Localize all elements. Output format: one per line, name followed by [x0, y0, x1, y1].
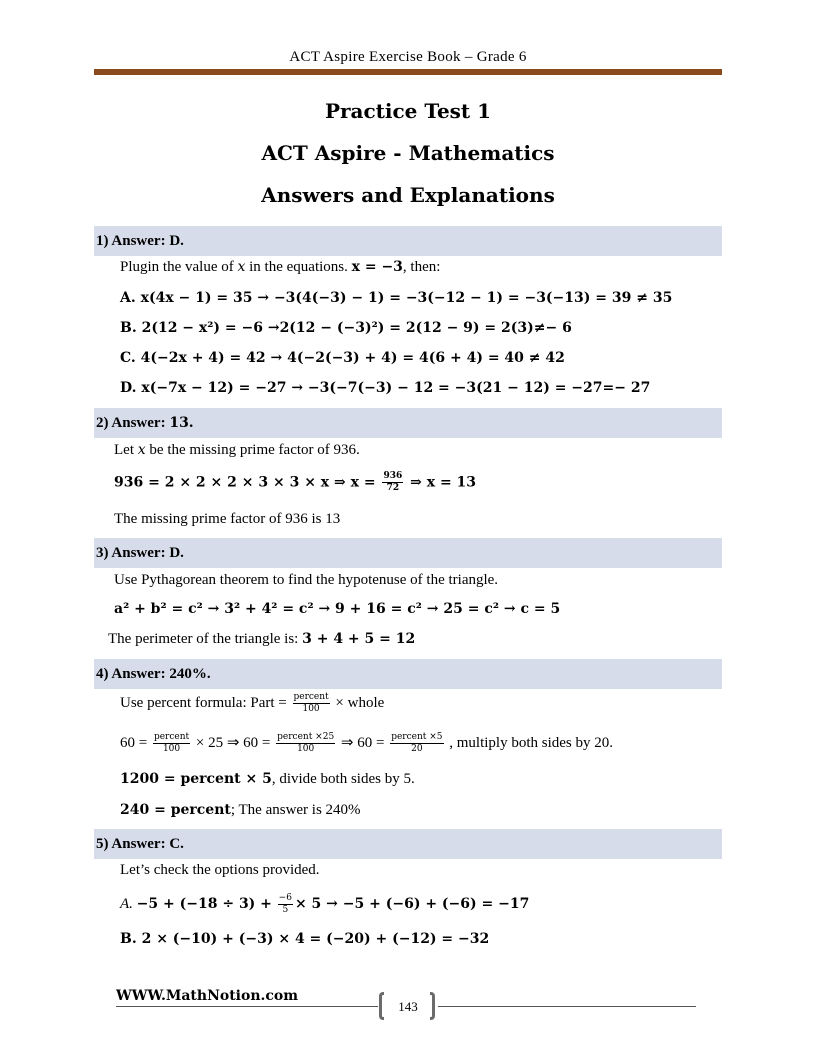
header-rule [94, 69, 722, 75]
right-bracket-icon [430, 992, 435, 1020]
q2-frac-num: 936 [383, 471, 403, 481]
q4-l3-a: 1200 = percent × 5 [120, 771, 272, 787]
q4-l4-a: 240 = percent [120, 802, 231, 818]
left-bracket-icon [379, 992, 384, 1020]
q1-intro-c: , then: [402, 259, 441, 275]
q4-l1-den: 100 [302, 704, 320, 714]
q1-intro-b: in the equations. [245, 259, 352, 275]
q3-perimeter [108, 629, 415, 649]
q5-a-fraction [278, 893, 293, 916]
q1-intro-a: Plugin the value of [120, 259, 238, 275]
q4-l2-f2-den: 100 [297, 744, 315, 754]
q2-conclusion: The missing prime factor of 936 is 13 [114, 511, 341, 527]
q2-intro-var: x [137, 442, 146, 458]
q3-perim-b: 3 + 4 + 5 = 12 [302, 631, 416, 647]
q4-l3-b: , divide both sides by 5. [271, 771, 415, 787]
q1-option-d: D. x(−7x − 12) = −27 → −3(−7(−3) − 12 = −3(21 − 12) = −27=− 27 [120, 380, 651, 396]
answer-bar-3: 3) Answer: D. [94, 538, 722, 568]
title-practice-test: Practice Test 1 [324, 99, 492, 123]
q2-frac-den: 72 [386, 483, 400, 493]
q4-l2-d: , multiply both sides by 20. [449, 734, 614, 751]
running-header: ACT Aspire Exercise Book – Grade 6 [289, 49, 527, 65]
q2-equation [114, 471, 476, 494]
q2-head-b: 13. [169, 415, 194, 431]
q5-a-num: −6 [278, 893, 292, 903]
q4-line3 [120, 769, 415, 789]
q3-equation: a² + b² = c² → 3² + 4² = c² → 9 + 16 = c² → 25 = c² → c = 5 [114, 601, 561, 617]
q4-l2-fraction-2 [276, 732, 335, 755]
q2-eq-a: 936 = 2 × 2 × 2 × 3 × 3 × x ⇒ x = [114, 474, 376, 491]
answer-bar-2 [94, 408, 722, 438]
q4-l2-a: 60 = [120, 734, 148, 751]
q4-l1-num: percent [293, 692, 329, 702]
q4-l2-f3-num: percent ×5 [391, 732, 443, 742]
q4-l1-a: Use percent formula: Part = [120, 694, 287, 711]
title-subject: ACT Aspire - Mathematics [261, 141, 555, 165]
q4-line4 [120, 800, 361, 820]
title-block [0, 96, 816, 222]
q3-intro: Use Pythagorean theorem to find the hypotenuse of the triangle. [114, 572, 499, 588]
answer-bar-4: 4) Answer: 240%. [94, 659, 722, 689]
q1-option-b: B. 2(12 − x²) = −6 →2(12 − (−3)²) = 2(12 − 9) = 2(3)≠− 6 [120, 320, 572, 336]
q4-l2-f1-num: percent [153, 732, 190, 742]
q5-option-a [120, 893, 529, 916]
q5-intro: Let’s check the options provided. [120, 862, 320, 878]
q4-l1-fraction [293, 692, 330, 715]
q4-l2-fraction-3 [390, 732, 443, 755]
q4-l2-f1-den: 100 [162, 744, 181, 754]
q5-a-post: × 5 → −5 + (−6) + (−6) = −17 [294, 895, 530, 912]
q4-l2-f2-num: percent ×25 [277, 732, 335, 742]
q2-fraction [382, 471, 403, 494]
q5-option-b: B. 2 × (−10) + (−3) × 4 = (−20) + (−12) = −32 [120, 931, 490, 947]
q3-perim-a: The perimeter of the triangle is: [108, 631, 303, 647]
q5-a-den: 5 [282, 905, 289, 915]
q4-line2 [120, 732, 613, 755]
q2-eq-b: ⇒ x = 13 [410, 474, 477, 491]
title-answers: Answers and Explanations [261, 183, 555, 207]
q4-line1 [120, 692, 384, 715]
q1-option-a: A. x(4x − 1) = 35 → −3(4(−3) − 1) = −3(−12 − 1) = −3(−13) = 39 ≠ 35 [120, 290, 673, 306]
q1-intro-var: x [237, 259, 246, 275]
q2-head-a: 2) Answer: [96, 415, 170, 431]
q2-intro-b: be the missing prime factor of 936. [145, 442, 360, 458]
q4-l2-f3-den: 20 [411, 744, 423, 754]
q4-l2-c: ⇒ 60 = [340, 734, 385, 751]
q2-intro [114, 440, 360, 460]
q1-intro-eq: x = −3 [351, 259, 403, 275]
q5-a-pre: −5 + (−18 ÷ 3) + [136, 895, 272, 912]
q1-intro [120, 257, 440, 277]
footer-website: WWW.MathNotion.com [116, 988, 299, 1004]
q4-l2-fraction-1 [153, 732, 190, 755]
answer-bar-1: 1) Answer: D. [94, 226, 722, 256]
page-number: 143 [398, 999, 418, 1014]
q2-intro-a: Let [114, 442, 138, 458]
q4-l4-b: ; The answer is 240% [230, 802, 361, 818]
q4-l2-b: × 25 ⇒ 60 = [195, 734, 271, 751]
answer-bar-5: 5) Answer: C. [94, 829, 722, 859]
q5-a-label: A. [120, 895, 133, 912]
q1-option-c: C. 4(−2x + 4) = 42 → 4(−2(−3) + 4) = 4(6 + 4) = 40 ≠ 42 [120, 350, 565, 366]
q4-l1-b: × whole [335, 694, 385, 711]
